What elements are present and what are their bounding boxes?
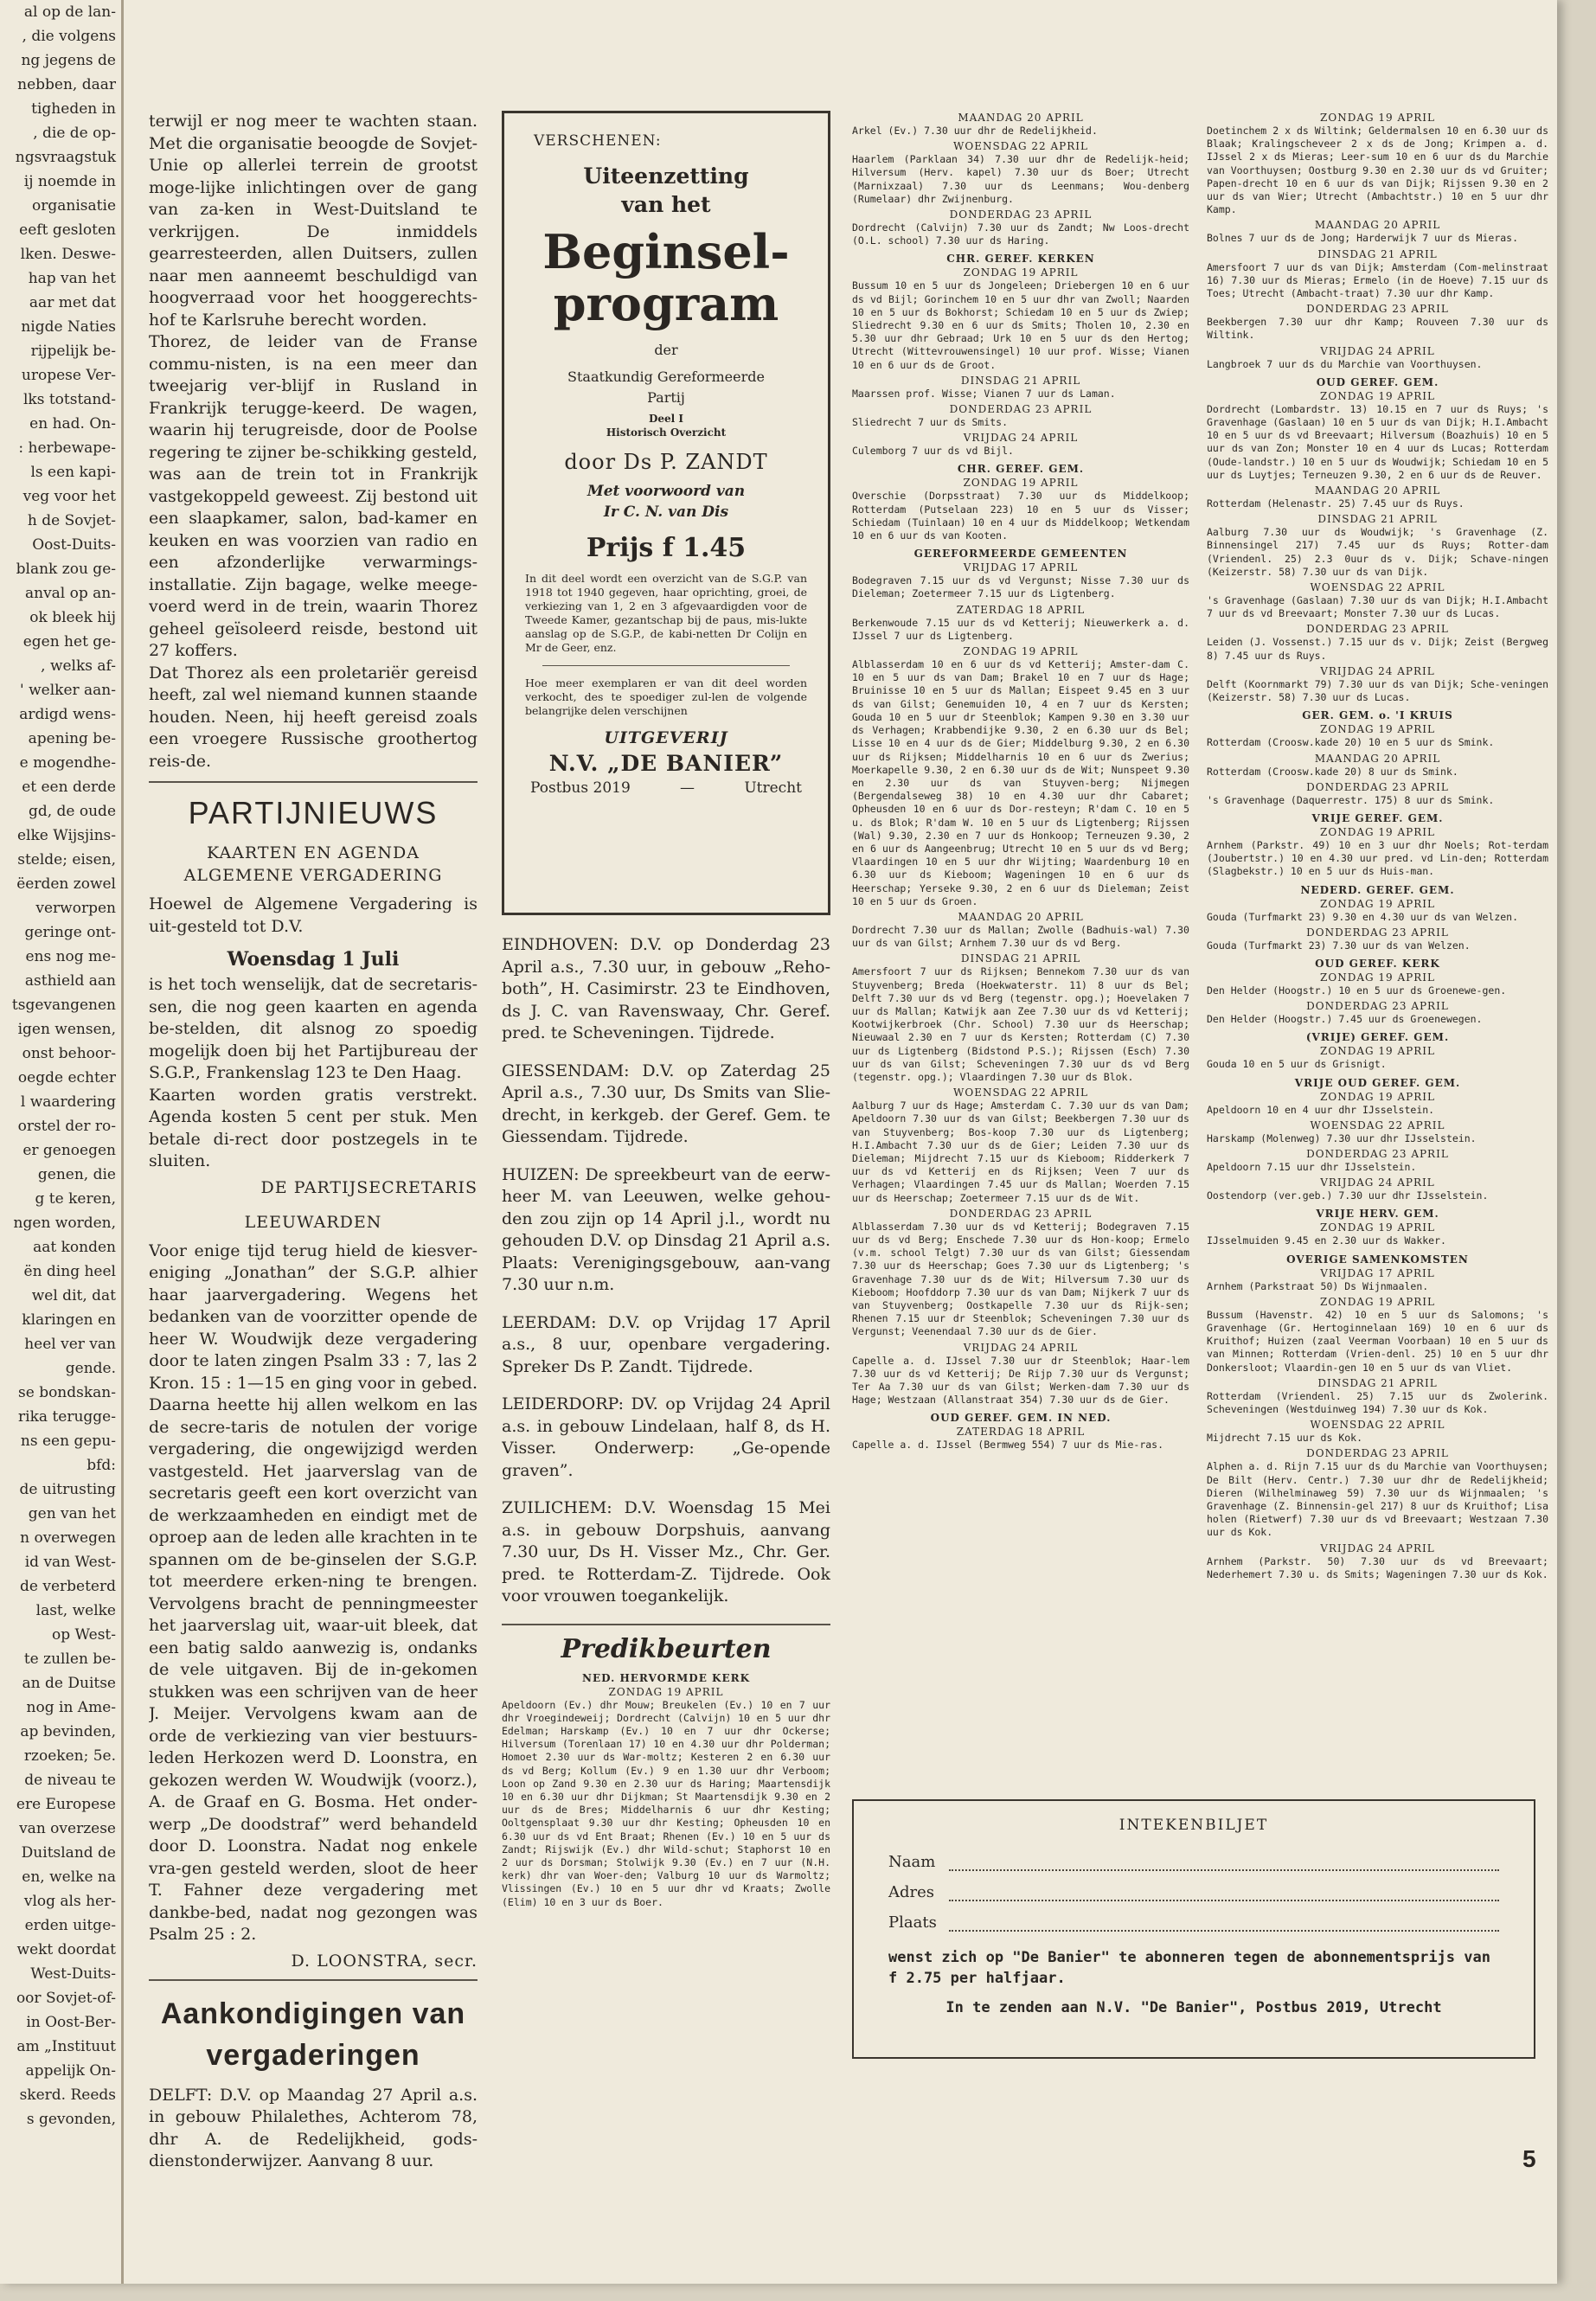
service-day: ZONDAG 19 APRIL	[1320, 1295, 1435, 1308]
spine-line: last, welke	[35, 1602, 116, 1619]
spine-line: et een derde	[22, 779, 116, 796]
spine-line: elke Wijsjins-	[17, 827, 116, 844]
thorez-paragraph-1: Thorez, de leider van de Franse commu-nisten, is na een meer dan tweejarig ver-blijf in Rusland in Frankrijk terugge-keerd. De wagen, waarin hij terugreisde, door de Poolse regering te zijner be-schikking gesteld, was aan de trein tot in Frankrijk vastgekoppeld geweest. Zij bestond uit een slaapkamer, salon, bad-kamer en keuken en was voorzien van radio en een afzonderlijke verwarmings-installatie. Zijn bagage, welke meege-voerd werd in de trein, waarin Thorez geheel geïsoleerd reisde, bestond uit 27 koffers.	[149, 332, 478, 660]
service-listing: Aalburg 7 uur ds Hage; Amsterdam C. 7.30 uur ds van Dam; Apeldoorn 7.30 uur ds van Gilst; Beekbergen 7.30 uur ds van Stuyvenberg; Bos-koop 7.30 uur ds Ligtenberg; H.I.Ambacht 7.30 uur ds de Gier; Leiden 7.30 uur ds Dieleman; Mijdrecht 7.15 uur ds Kieboom; Ridderkerk 7 uur ds vd Ketterij en ds Rijksen; Veen 7 uur ds Verhagen; Vlaardingen 7.45 uur ds Mallan; Woerden 7.15 uur ds Heerschap; Zoetermeer 7.15 uur ds de Wit.	[852, 1099, 1189, 1204]
church-heading: OUD GEREF. GEM.	[1316, 375, 1439, 388]
service-listing: Arnhem (Parkstr. 49) 10 en 3 uur dhr Noels; Rot-terdam (Joubertstr.) 10 en 4.30 uur pred. vd Lin-den; Rotterdam (Slagbekstr.) 10 en 5 uur ds Huis-man.	[1207, 838, 1548, 878]
spine-line: ap bevinden,	[20, 1723, 116, 1740]
service-listing: Dordrecht (Calvijn) 7.30 uur ds Zandt; Nw Loos-drecht (O.L. school) 7.30 uur ds Haring.	[852, 221, 1189, 247]
service-listing: Mijdrecht 7.15 uur ds Kok.	[1207, 1432, 1363, 1445]
service-day: DONDERDAG 23 APRIL	[1306, 926, 1449, 939]
spine-line: nebben, daar	[17, 76, 116, 93]
spine-line: igen wensen,	[17, 1021, 116, 1038]
service-day: ZONDAG 19 APRIL	[963, 645, 1079, 658]
ad-uitgeverij: UITGEVERIJ	[604, 728, 728, 747]
left-page-fragment	[0, 0, 124, 2284]
spine-line: , welks af-	[41, 657, 116, 675]
service-listing: Rotterdam (Vriendenl. 25) 7.15 uur ds Zwolerink. Scheveningen (Westduinweg 194) 7.30 uur ds Kok.	[1207, 1389, 1548, 1415]
spine-line: rijpelijk be-	[30, 343, 116, 360]
name-field-row[interactable]	[888, 1853, 1499, 1871]
ad-der: der	[654, 342, 678, 358]
service-listing: Alblasserdam 10 en 6 uur ds vd Ketterij; Amster-dam C. 10 en 5 uur ds van Dam; Brakel 10 en 7 uur ds Hage; Bruinisse 10 en 5 uur ds Mallan; Eispeet 9.45 en 3 uur ds van Gilst; Genemuiden 10, 4 en 7 uur ds Kersten; Gouda 10 en 5 uur dr Steenblok; Kampen 9.30 en 3.30 uur ds Verhagen; Krabbendijke 9.30, 2 en 6.30 uur ds Bel; Lisse 10 en 4 uur ds de Gier; Middelburg 9.30, 2 en 6.30 uur ds Rijksen; Middelharnis 10 en 6 uur ds Zwerius; Moerkapelle 9.30, 2 en 6.30 uur ds de Wit; Nunspeet 9.30 en 2.30 uur ds van Stuyven-berg; Nijmegen (Bergendalseweg 38) 10 en 4.30 uur dhr Cabaret; Opheusden 10 en 6 uur ds Dor-resteyn; R'dam C. 10 en 5 u. ds Blok; R'dam W. 10 en 5 uur ds Ligtenberg; Rijssen (Wal) 9.30, 2.30 en 7 uur ds Honkoop; Terneuzen 9.30, 2 en 6 uur ds Aangeenbrug; Utrecht 10 en 5 uur ds vd Berg; Vlaardingen 10 en 5 uur dhr Wijting; Waardenburg 10 en 6.30 uur ds Kieboom; Wageningen 10 en 6 uur ds Heerschap; Yerseke 9.30, 2 en 6 uur ds Dieleman; Zeist 10 en 5 uur ds Groen.	[852, 658, 1189, 907]
service-day: ZONDAG 19 APRIL	[1320, 825, 1435, 838]
spine-line: ngen worden,	[13, 1215, 116, 1232]
ad-title-line-1: Uiteenzetting	[583, 163, 749, 189]
service-listing: Gouda (Turfmarkt 23) 7.30 uur ds van Welzen.	[1207, 939, 1471, 952]
service-day: VRIJDAG 24 APRIL	[1320, 1176, 1435, 1189]
service-day: ZONDAG 19 APRIL	[1320, 1090, 1435, 1103]
service-listing: Gouda (Turfmarkt 23) 9.30 en 4.30 uur ds van Welzen.	[1207, 910, 1519, 923]
spine-line: hap van het	[28, 270, 116, 287]
leeuwarden-heading: LEEUWARDEN	[244, 1212, 382, 1232]
church-heading: NEDERD. GEREF. GEM.	[1300, 883, 1455, 896]
service-listing: Arnhem (Parkstr. 50) 7.30 uur ds vd Breevaart; Nederhemert 7.30 u. ds Smits; Wageningen 7.30 uur ds Kok.	[1207, 1554, 1548, 1580]
service-listing: Bolnes 7 uur ds de Jong; Harderwijk 7 uur ds Mieras.	[1207, 232, 1519, 245]
spine-line: rika terugge-	[18, 1408, 116, 1426]
service-day: ZONDAG 19 APRIL	[1320, 1221, 1435, 1234]
spine-line: oegde echter	[17, 1069, 116, 1086]
ad-dash: —	[680, 779, 695, 797]
spine-line: onst behoor-	[22, 1045, 116, 1062]
service-day: WOENSDAG 22 APRIL	[1310, 581, 1445, 594]
ad-title-line-2: van het	[621, 192, 711, 217]
spine-line: ngsvraagstuk	[15, 149, 116, 166]
spine-line: asthield aan	[24, 972, 116, 990]
service-listing: Overschie (Dorpsstraat) 7.30 uur ds Middelkoop; Rotterdam (Putselaan 223) 10 en 5 uur ds Visser; Schiedam (Tuinlaan) 10 en 4 uur ds Middelkoop; Wetkendam 10 en 6 uur ds van Kooten.	[852, 490, 1189, 542]
ad-description: In dit deel wordt een overzicht van de S.G.P. van 1918 tot 1940 gegeven, haar oprichting, groei, de verkiezing van 1, 2 en 3 afgevaardigden voor de Tweede Kamer, gezantschap bij de paus, mis-lukte aanslag op de S.G.P., de kabi-netten Dr Colijn en Mr de Geer, enz.	[525, 572, 807, 654]
meeting-notice: HUIZEN: De spreekbeurt van de eerw-heer M. van Leeuwen, welke gehou-den zou zijn op 14 April j.l., wordt nu gehouden D.V. op Dinsdag 21 April a.s. Plaats: Verenigingsgebouw, aan-vang 7.30 uur n.m.	[502, 1164, 830, 1294]
spine-line: ok bleek hij	[29, 609, 116, 626]
continuation-paragraph: terwijl er nog meer te wachten staan. Met die organisatie beoogde de Sovjet-Unie op allerlei terrein de grootst moge-lijke inlichtingen over de gang van za-ken in West-Duitsland te verkrijgen. De inmiddels gearresteerden, allen Duitsers, zullen naar men aanneemt beschuldigd van hoogverraad voor het hooggerechts-hof te Karlsruhe berecht worden.	[149, 112, 478, 330]
service-listing: IJsselmuiden 9.45 en 2.30 uur ds Wakker.	[1207, 1234, 1446, 1247]
spine-line: tsgevangenen	[11, 997, 116, 1014]
meeting-notice: GIESSENDAM: D.V. op Zaterdag 25 April a.s., 7.30 uur, Ds Smits van Slie-drecht, in kerkgeb. der Geref. Gem. te Giessendam. Tijdrede.	[502, 1061, 830, 1146]
service-listing: Oostendorp (ver.geb.) 7.30 uur dhr IJsselstein.	[1207, 1189, 1489, 1202]
service-day: DONDERDAG 23 APRIL	[1306, 1447, 1449, 1460]
service-listing: Capelle a. d. IJssel 7.30 uur dr Steenblok; Haar-lem 7.30 uur ds vd Ketterij; De Rijp 7.30 uur ds Vergunst; Ter Aa 7.30 uur ds van Gilst; Werken-dam 7.30 uur ds Hage; Westzaan (Allanstraat 354) 7.30 uur ds de Gier.	[852, 1354, 1189, 1407]
address-field-row[interactable]	[888, 1883, 1499, 1901]
spine-line: gende.	[65, 1360, 116, 1377]
city-label: Plaats	[888, 1913, 937, 1932]
service-listing: Apeldoorn 7.15 uur dhr IJsselstein.	[1207, 1160, 1417, 1173]
thorez-paragraph-2: Dat Thorez als een proletariër gereisd heeft, zal wel niemand kunnen staande houden. Neen, hij heeft gereisd zoals een vroegere Russische groothertog reis-de.	[149, 663, 478, 771]
service-day: ZONDAG 19 APRIL	[1320, 723, 1435, 736]
spine-line: an de Duitse	[22, 1675, 116, 1692]
spine-line: geringe ont-	[24, 924, 116, 941]
meeting-notices	[502, 934, 830, 1608]
spine-line: oor Sovjet-of-	[16, 1990, 116, 2007]
service-day: MAANDAG 20 APRIL	[958, 910, 1084, 923]
service-day: MAANDAG 20 APRIL	[1314, 752, 1441, 765]
spine-line: van overzese	[19, 1820, 116, 1837]
column-2	[502, 111, 830, 1911]
spine-line: te zullen be-	[23, 1650, 116, 1668]
service-day: ZATERDAG 18 APRIL	[956, 1426, 1086, 1439]
spine-line: aar met dat	[29, 294, 116, 311]
partijnieuws-heading: PARTIJNIEUWS	[188, 795, 439, 830]
ad-publisher-name: N.V. „DE BANIER”	[548, 751, 784, 776]
spine-line: tigheden in	[31, 100, 116, 118]
spine-line: ardigd wens-	[19, 706, 116, 723]
spine-line: gen van het	[28, 1505, 116, 1522]
spine-line: uropese Ver-	[21, 367, 116, 384]
spine-line: bfd:	[87, 1457, 116, 1474]
service-listing: Harskamp (Molenweg) 7.30 uur dhr IJsselstein.	[1207, 1131, 1477, 1144]
church-heading: (VRIJE) GEREF. GEM.	[1305, 1031, 1450, 1044]
church-heading: CHR. GEREF. KERKEN	[946, 253, 1095, 266]
spine-line: skerd. Reeds	[19, 2086, 116, 2104]
church-heading: VRIJE HERV. GEM.	[1316, 1208, 1439, 1221]
service-day: MAANDAG 20 APRIL	[1314, 484, 1441, 497]
church-heading: OVERIGE SAMENKOMSTEN	[1286, 1253, 1469, 1266]
service-day: ZONDAG 19 APRIL	[1320, 1045, 1435, 1058]
spine-line: de verbeterd	[20, 1578, 116, 1595]
service-listing: Den Helder (Hoogstr.) 10 en 5 uur ds Groenewe-gen.	[1207, 984, 1507, 997]
service-listing: 's Gravenhage (Gaslaan) 7.30 uur ds van Dijk; H.I.Ambacht 7 uur ds vd Breevaart; Monster 7.30 uur ds Lucas.	[1207, 594, 1548, 620]
page-number: 5	[1522, 2145, 1536, 2172]
column-1	[149, 111, 478, 2189]
service-listing: 's Gravenhage (Daquerrestr. 175) 8 uur ds Smink.	[1207, 793, 1495, 806]
service-listing: Capelle a. d. IJssel (Bermweg 554) 7 uur ds Mie-ras.	[852, 1439, 1164, 1452]
spine-line: aat konden	[33, 1239, 116, 1256]
service-day: VRIJDAG 17 APRIL	[1320, 1266, 1435, 1279]
spine-line: e mogendhe-	[19, 754, 116, 772]
kaarten-date: Woensdag 1 Juli	[227, 948, 400, 971]
spine-line: rzoeken; 5e.	[23, 1747, 116, 1765]
spine-line: stelde; eisen,	[17, 851, 116, 868]
service-day: DONDERDAG 23 APRIL	[949, 1207, 1093, 1220]
meeting-notice: ZUILICHEM: D.V. Woensdag 15 Mei a.s. in gebouw Dorpshuis, aanvang 7.30 uur, Ds H. Visser Mz., Chr. Ger. pred. te Rotterdam-Z. Tijdrede. Ook voor vrouwen toegankelijk.	[502, 1498, 830, 1606]
divider	[149, 781, 478, 783]
service-day: DONDERDAG 23 APRIL	[1306, 623, 1449, 636]
spine-line: ën ding heel	[23, 1263, 116, 1280]
service-day: VRIJDAG 24 APRIL	[1320, 1541, 1435, 1554]
book-advertisement	[502, 111, 830, 915]
delft-notice: DELFT: D.V. op Maandag 27 April a.s. in gebouw Philalethes, Achterom 78, dhr A. de Redelijkheid, gods-dienstonderwijzer. Aanvang 8 uur.	[149, 2085, 478, 2170]
predikbeurten-heading: Predikbeurten	[561, 1633, 772, 1664]
spine-line: de uitrusting	[19, 1481, 116, 1498]
church-heading: CHR. GEREF. GEM.	[957, 463, 1085, 476]
church-heading: VRIJE OUD GEREF. GEM.	[1294, 1076, 1461, 1089]
leeuwarden-signature: D. LOONSTRA, secr.	[291, 1951, 478, 1971]
ad-price: Prijs f 1.45	[586, 533, 747, 563]
church-heading: NED. HERVORMDE KERK	[582, 1671, 750, 1684]
spine-line: appelijk On-	[25, 2062, 116, 2080]
spine-line: apening be-	[28, 730, 116, 747]
spine-line: am „Instituut	[16, 2038, 116, 2055]
service-listing: Bodegraven 7.15 uur ds vd Vergunst; Nisse 7.30 uur ds Dieleman; Zoetermeer 7.15 uur ds Ligtenberg.	[852, 574, 1189, 600]
ad-title-beginsel: Beginsel-	[542, 224, 790, 279]
spine-line: ng jegens de	[21, 52, 116, 69]
service-day: DONDERDAG 23 APRIL	[949, 208, 1093, 221]
spine-line: ij noemde in	[23, 173, 116, 190]
spine-line: nog in Ame-	[26, 1699, 116, 1716]
spine-line: blank zou ge-	[16, 561, 116, 578]
service-listing: Arkel (Ev.) 7.30 uur dhr de Redelijkheid.	[852, 125, 1098, 137]
service-day: VRIJDAG 24 APRIL	[1320, 664, 1435, 677]
service-listing: Sliedrecht 7 uur ds Smits.	[852, 416, 1009, 429]
church-heading: VRIJE GEREF. GEM.	[1311, 811, 1444, 824]
ad-foreword-line-1: Met voorwoord van	[586, 483, 746, 500]
service-listing: Dordrecht (Lombardstr. 13) 10.15 en 7 uur ds Ruys; 's Gravenhage (Gaslaan) 10 en 5 uur ds van Dijk; H.I.Ambacht 10 en 5 uur ds vd Breevaart; Hilversum (Boazhuis) 10 en 5 uur ds van Zon; Monster 10 en 4 uur ds Lucas; Rotterdam (Oude-landstr.) 10 en 5 uur ds Woudwijk; Schiedam 10 en 5 uur ds Luytjes; Terneuzen 9.30, 2 en 6 uur ds de Reuver.	[1207, 402, 1548, 481]
form-title: INTEKENBILJET	[1118, 1817, 1269, 1834]
spine-line: ' welker aan-	[20, 682, 116, 699]
spine-line: en, welke na	[22, 1868, 116, 1886]
service-day: WOENSDAG 22 APRIL	[953, 140, 1088, 153]
service-listing: Rotterdam (Croosw.kade 20) 8 uur ds Smink.	[1207, 765, 1458, 778]
service-day: DONDERDAG 23 APRIL	[1306, 1000, 1449, 1013]
spine-line: veg voor het	[22, 488, 116, 505]
spine-line: de niveau te	[24, 1772, 116, 1789]
service-listing: Bussum (Havenstr. 42) 10 en 5 uur ds Salomons; 's Gravenhage (Gr. Hertoginnelaan 169) 10 en 6 uur ds Kruithof; Huizen (zaal Veerman Voorbaan) 10 en 5 uur ds van Minnen; Rotterdam (Vrien-denl. 25) 10 en 5 uur dhr Donkersloot; Vlaardin-gen 10 en 5 uur ds van Vliet.	[1207, 1308, 1548, 1374]
spine-line: egen het ge-	[22, 633, 116, 651]
city-field-row[interactable]	[888, 1913, 1499, 1932]
spine-line: genen, die	[37, 1166, 116, 1183]
form-subscription-text: wenst zich op "De Banier" te abonneren tegen de abonnementsprijs van f 2.75 per halfjaar.	[888, 1949, 1490, 1987]
spine-line: se bondskan-	[18, 1384, 116, 1401]
spine-line: klaringen en	[22, 1311, 116, 1329]
service-listing: Langbroek 7 uur ds du Marchie van Voorthuysen.	[1207, 357, 1483, 370]
leeuwarden-paragraph: Voor enige tijd terug hield de kiesver-eniging „Jonathan” der S.G.P. alhier haar jaarvergadering. Wegens het bedanken van de voorzitter opende de heer W. Woudwijk deze vergadering door te laten zingen Psalm 33 : 7, las 2 Kron. 15 : 1—15 en ging voor in gebed. Daarna heette hij allen welkom en las de secre-taris de notulen der vorige vergadering, die ongewijzigd werden vastgesteld. Het jaarverslag van de secretaris geeft een kort overzicht van de werkzaamheden en eindigt met de oproep aan de leden alle krachten in te spannen om de be-ginselen der S.G.P. tot meerdere erken-ning te brengen. Vervolgens bracht de penningmeester het jaarverslag uit, waar-uit bleek, dat een batig saldo aanwezig is, ondanks de vele uitgaven. Bij de in-gekomen stukken was een schrijven van de heer J. Meijer. Vervolgens kwam aan de orde de verkiezing van vier bestuurs-leden Herkozen werd D. Loonstra, en gekozen werden W. Woudwijk (voorz.), A. de Graaf en G. Bosma. Het onder-werp „De doodstraf” werd behandeld door D. Loonstra. Nadat nog enkele vra-gen gesteld werden, sloot de heer T. Fahner deze vergadering met dankbe-bed, nadat nog gezongen was Psalm 25 : 2.	[149, 1240, 478, 1944]
spine-line: verworpen	[35, 900, 116, 917]
ad-author: door Ds P. ZANDT	[564, 450, 768, 474]
ad-address	[530, 779, 802, 797]
service-day: DINSDAG 21 APRIL	[1317, 1376, 1438, 1389]
service-listing: Delft (Koornmarkt 79) 7.30 uur ds van Dijk; Sche-veningen (Keizerstr. 58) 7.30 uur ds Lucas.	[1207, 677, 1548, 704]
spine-line: op West-	[52, 1626, 116, 1644]
meeting-notice: EINDHOVEN: D.V. op Donderdag 23 April a.s., 7.30 uur, in gebouw „Reho-both”, H. Casimirstr. 23 te Eindhoven, ds J. C. van Ravenswaay, Chr. Geref. pred. te Scheveningen. Tijdrede.	[502, 935, 830, 1042]
service-day: DONDERDAG 23 APRIL	[1306, 1147, 1449, 1160]
service-listing: Culemborg 7 uur ds vd Bijl.	[852, 445, 1014, 458]
service-day: DINSDAG 21 APRIL	[960, 374, 1081, 387]
spine-line: ens nog me-	[25, 948, 116, 965]
kaarten-paragraph-3: Kaarten worden gratis verstrekt. Agenda kosten 5 cent per stuk. Men betale di-rect door postzegels in te sluiten.	[149, 1085, 478, 1170]
spine-line: gd, de oude	[28, 803, 116, 820]
spine-line: eeft gesloten	[19, 221, 116, 239]
service-day: MAANDAG 20 APRIL	[958, 112, 1084, 124]
service-listing: Beekbergen 7.30 uur dhr Kamp; Rouveen 7.30 uur ds Wiltink.	[1207, 316, 1548, 342]
service-day: ZATERDAG 18 APRIL	[956, 603, 1086, 616]
service-day: WOENSDAG 22 APRIL	[953, 1086, 1088, 1099]
service-day: VRIJDAG 24 APRIL	[963, 1341, 1079, 1354]
column-3	[852, 111, 1189, 1454]
service-listing: Doetinchem 2 x ds Wiltink; Geldermalsen 10 en 6.30 uur ds Blaak; Kralingscheveer 2 x ds de Jong; Krimpen a. d. IJssel 2 x ds Mieras; Leer-sum 10 en 6 uur ds du Marchie van Voorthuysen; Oostburg 9.30 en 2.30 uur ds vd Gruiter; Papen-drecht 10 en 6 uur ds van Dijk; Rijssen 9.30 en 2 uur ds van Wier; Utrecht (Ambachtstr.) 10 en 5 uur dhr Kamp.	[1207, 125, 1548, 216]
name-line[interactable]	[949, 1854, 1499, 1871]
service-listing: Maarssen prof. Wisse; Vianen 7 uur ds Laman.	[852, 387, 1116, 400]
service-day: ZONDAG 19 APRIL	[1320, 112, 1435, 124]
ad-party-line-1: Staatkundig Gereformeerde	[567, 369, 765, 385]
service-day: DINSDAG 21 APRIL	[960, 952, 1081, 965]
name-label: Naam	[888, 1853, 936, 1871]
church-heading: GER. GEM. o. 'I KRUIS	[1302, 709, 1453, 722]
service-listing: Berkenwoude 7.15 uur ds vd Ketterij; Nieuwerkerk a. d. IJssel 7 uur ds Ligtenberg.	[852, 616, 1189, 642]
service-day: DONDERDAG 23 APRIL	[1306, 780, 1449, 793]
spine-line: : herbewape-	[18, 439, 116, 457]
spine-line: s gevonden,	[26, 2111, 116, 2128]
spine-line: l waardering	[20, 1093, 116, 1111]
service-listing: Amersfoort 7 uur ds Rijksen; Bennekom 7.30 uur ds van Stuyvenberg; Breda (Hoekwaterstr. 11) 8 uur ds Bel; Delft 7.30 uur ds vd Berg (tegenstr. opg.); Hoevelaken 7 uur ds Mallan; Katwijk aan Zee 7.30 uur ds vd Ketterij; Kootwijkerbroek (Chr. School) 7.30 uur ds Heerschap; Nieuwaal 2.30 en 7 uur ds Kersten; Rotterdam (C) 7.30 uur ds Ligtenberg (Bidstond P.S.); Rijssen (Esch) 7.30 uur ds van Gilst; Scheveningen 7.30 uur ds vd Berg (tegenstr. opg.); Vlaardingen 7.30 uur ds Blok.	[852, 965, 1189, 1083]
service-day: ZONDAG 19 APRIL	[608, 1685, 724, 1698]
spine-line: anval op an-	[24, 585, 116, 602]
address-label: Adres	[888, 1883, 935, 1901]
spine-line: al op de lan-	[23, 3, 116, 21]
service-listing: Rotterdam (Croosw.kade 20) 10 en 5 uur ds Smink.	[1207, 736, 1495, 749]
service-day: DONDERDAG 23 APRIL	[1306, 303, 1449, 316]
service-day: MAANDAG 20 APRIL	[1314, 219, 1441, 232]
spine-line: , die volgens	[22, 28, 116, 45]
spine-line: West-Duits-	[30, 1965, 116, 1983]
service-listing: Rotterdam (Helenastr. 25) 7.45 uur ds Ruys.	[1207, 497, 1465, 510]
kaarten-signature: DE PARTIJSECRETARIS	[260, 1177, 478, 1197]
service-listing: Haarlem (Parklaan 34) 7.30 uur dhr de Redelijk-heid; Hilversum (Herv. kapel) 7.30 uur ds Boer; Utrecht (Marnixzaal) 7.30 uur ds Leenmans; Wou-denberg (Rumelaar) dhr Zwijnenburg.	[852, 153, 1189, 205]
service-listing: Alblasserdam 7.30 uur ds vd Ketterij; Bodegraven 7.15 uur ds vd Berg; Enschede 7.30 uur ds Hon-koop; Ermelo (v.m. school Telgt) 7.30 uur ds van Gilst; Giessendam 7.30 uur ds Heerschap; Goes 7.30 uur ds Ligtenberg; 's Gravenhage 7.30 uur ds de Wit; Hilversum 7.30 uur ds Kieboom; Hoofddorp 7.30 uur ds van Dam; Nijkerk 7 uur ds van Stuyvenberg; Oostkapelle 7.30 uur ds Rijk-sen; Rhenen 7.15 uur dr Steenblok; Scheveningen 7.30 uur ds Vergunst; Veenendaal 7.30 uur ds de Gier.	[852, 1220, 1189, 1338]
spine-line: lks totstand-	[22, 391, 116, 408]
city-line[interactable]	[949, 1914, 1499, 1932]
service-day: VRIJDAG 24 APRIL	[1320, 344, 1435, 357]
service-listing: Alphen a. d. Rijn 7.15 uur ds du Marchie van Voorthuysen; De Bilt (Herv. Centr.) 7.30 uur dhr de Redelijkheid; Dieren (Wilhelminaweg 59) 7.30 uur ds Wijnmaalen; 's Gravenhage (Z. Binnensin-gel 217) 8 uur ds Kruithof; Lisa holen (Rietwerf) 7.30 uur ds vd Breevaart; Westzaan 7.30 uur ds Kok.	[1207, 1460, 1548, 1539]
service-listing: Arnhem (Parkstraat 50) Ds Wijnmaalen.	[1207, 1279, 1429, 1292]
service-day: VRIJDAG 17 APRIL	[963, 561, 1079, 574]
meeting-notice: LEIDERDORP: DV. op Vrijdag 24 April a.s. in gebouw Lindelaan, half 8, ds H. Visser. Onderwerp: „Ge-opende graven”.	[502, 1394, 830, 1480]
service-day: ZONDAG 19 APRIL	[963, 477, 1079, 490]
service-day: ZONDAG 19 APRIL	[1320, 897, 1435, 910]
service-listing: Den Helder (Hoogstr.) 7.45 uur ds Groenewegen.	[1207, 1013, 1483, 1026]
spine-line: lken. Deswe-	[20, 246, 116, 263]
service-listing: Gouda 10 en 5 uur ds Grisnigt.	[1207, 1058, 1387, 1071]
spine-line: n overwegen	[20, 1529, 116, 1547]
spine-line: ere Europese	[16, 1796, 116, 1813]
spine-line: ls een kapi-	[30, 464, 116, 481]
spine-line: en had. On-	[29, 415, 116, 433]
divider	[149, 1979, 478, 1981]
spine-line: ëerden zowel	[16, 875, 116, 893]
service-day: DINSDAG 21 APRIL	[1317, 247, 1438, 260]
spine-line: er genoegen	[22, 1142, 116, 1159]
service-day: ZONDAG 19 APRIL	[1320, 971, 1435, 984]
spine-line: organisatie	[32, 197, 116, 215]
spine-line: ns een gepu-	[20, 1433, 116, 1450]
kaarten-paragraph-1: Hoewel de Algemene Vergadering is uit-gesteld tot D.V.	[149, 894, 478, 936]
address-line[interactable]	[949, 1884, 1499, 1901]
ad-city: Utrecht	[744, 779, 802, 797]
ad-postbus: Postbus 2019	[530, 779, 631, 797]
ad-divider	[542, 665, 790, 666]
service-day: ZONDAG 19 APRIL	[1320, 389, 1435, 402]
form-send-address: In te zenden aan N.V. "De Banier", Postbus 2019, Utrecht	[945, 1999, 1442, 2016]
divider	[502, 1624, 830, 1625]
ad-title-program: program	[553, 276, 779, 331]
ad-verschenen: VERSCHENEN:	[534, 132, 662, 150]
church-heading: GEREFORMEERDE GEMEENTEN	[913, 548, 1128, 561]
spine-line: erden uitge-	[24, 1917, 116, 1934]
kaarten-paragraph-2: is het toch wenselijk, dat de secretaris-sen, die nog geen kaarten en agenda be-stelden, dit alsnog zo spoedig mogelijk doen bij het Partijbureau der S.G.P., Frankenslag 123 te Den Haag.	[149, 975, 478, 1082]
service-listing: Apeldoorn 10 en 4 uur dhr IJsselstein.	[1207, 1103, 1435, 1116]
spine-line: Duitsland de	[21, 1844, 116, 1862]
spine-line: Oost-Duits-	[32, 536, 116, 554]
church-heading: OUD GEREF. KERK	[1315, 957, 1440, 970]
spine-line: g te keren,	[35, 1190, 116, 1208]
spine-line: nigde Naties	[21, 318, 116, 336]
service-day: VRIJDAG 24 APRIL	[963, 432, 1079, 445]
service-listing: Dordrecht 7.30 uur ds Mallan; Zwolle (Badhuis-wal) 7.30 uur ds van Gilst; Arnhem 7.30 uur ds vd Berg.	[852, 923, 1189, 950]
service-listing: Aalburg 7.30 uur ds Woudwijk; 's Gravenhage (Z. Binnensingel 217) 7.45 uur ds Ruys; Rotter-dam (Vriendenl. 25) 2.3 0uur ds v. Dijk; Schave-ningen (Keizerstr. 58) 7.30 uur ds van Dijk.	[1207, 526, 1548, 578]
service-day: DINSDAG 21 APRIL	[1317, 513, 1438, 526]
church-heading: OUD GEREF. GEM. IN NED.	[930, 1412, 1112, 1425]
service-listing: Bussum 10 en 5 uur ds Jongeleen; Driebergen 10 en 6 uur ds vd Bijl; Gorinchem 10 en 5 uur dhr van Zwoll; Naarden 10 en 5 uur ds Bokhorst; Schiedam 10 en 5 uur ds Zwiep; Sliedrecht 9.30 en 6 uur ds Smits; Tholen 10, 2.30 en 5.30 uur dhr Gebraad; Urk 10 en 5 uur ds den Hertog; Utrecht (Wittevrouwensingel) 10 uur prof. Wisse; Vianen 10 en 6 uur ds de Groot.	[852, 279, 1189, 371]
service-listing: Apeldoorn (Ev.) dhr Mouw; Breukelen (Ev.) 10 en 7 uur dhr Vroegindeweij; Dordrecht (Calvijn) 10 en 5 uur dhr Edelman; Harskamp (Ev.) 10 en 7 uur dhr Ockerse; Hilversum (Torenlaan 17) 10 en 4.30 uur dhr Polderman; Homoet 2.30 uur ds War-moltz; Kesteren 2 en 6.30 uur ds vd Berg; Kollum (Ev.) 9 en 1.30 uur dhr Verboom; Loon op Zand 9.30 en 2.30 uur ds Haring; Maartensdijk 10 en 6.30 uur dhr Dijkman; St Maartensdijk 9.30 en 2 uur ds de Bres; Middelharnis 6 uur dhr Kesting; Ooltgensplaat 9.30 uur dhr Kesting; Opheusden 10 en 6.30 uur ds vd Ent Braat; Rhenen (Ev.) 10 en 5 uur ds Zandt; Rijswijk (Ev.) dhr Wild-schut; Staphorst 10 en 2 uur ds Dorsman; Stolwijk 9.30 (Ev.) en 7 uur (N.H. kerk) dhr van Woer-den; Valburg 10 uur ds Warmoltz; Vlissingen (Ev.) 10 en 5 uur dhr vd Kraats; Zwolle (Elim) 10 en 3 uur ds Boer.	[502, 1698, 830, 1908]
spine-line: wel dit, dat	[31, 1287, 116, 1304]
ad-historisch: Historisch Overzicht	[606, 426, 727, 439]
meeting-notice: LEERDAM: D.V. op Vrijdag 17 April a.s., 8 uur, openbare vergadering. Spreker Ds P. Zandt. Tijdrede.	[502, 1312, 830, 1376]
ad-party-line-2: Partij	[647, 389, 685, 406]
ad-description-2: Hoe meer exemplaren er van dit deel worden verkocht, des te spoediger zul-len de volgende belangrijke delen verschijnen	[525, 676, 807, 717]
spine-line: , die de op-	[33, 125, 116, 142]
service-listing: Leiden (J. Vossenst.) 7.15 uur ds v. Dijk; Zeist (Bergweg 8) 7.45 uur ds Ruys.	[1207, 636, 1548, 662]
service-day: DONDERDAG 23 APRIL	[949, 403, 1093, 416]
service-listing: Amersfoort 7 uur ds van Dijk; Amsterdam (Com-melinstraat 16) 7.30 uur ds Mieras; Ermelo (in de Hoeve) 7.15 uur ds Toes; Utrecht (Ambacht-traat) 7.30 uur dhr Kamp.	[1207, 260, 1548, 300]
ad-deel: Deel I	[648, 413, 684, 425]
spine-line: orstel der ro-	[17, 1118, 116, 1135]
spine-line: vlog als her-	[23, 1893, 116, 1910]
spine-line: in Oost-Ber-	[26, 2014, 116, 2031]
service-day: ZONDAG 19 APRIL	[963, 266, 1079, 279]
service-day: WOENSDAG 22 APRIL	[1310, 1419, 1445, 1432]
subscription-form	[852, 1799, 1535, 2059]
spine-line: id van West-	[24, 1554, 116, 1571]
spine-line: heel ver van	[24, 1336, 116, 1353]
spine-line: wekt doordat	[16, 1941, 116, 1958]
spine-line: h de Sovjet-	[27, 512, 116, 529]
aankondigingen-heading: Aankondigingen van vergaderingen	[160, 1997, 466, 2072]
kaarten-heading: KAARTEN EN AGENDA ALGEMENE VERGADERING	[183, 843, 443, 885]
service-day: WOENSDAG 22 APRIL	[1310, 1118, 1445, 1131]
ad-foreword-line-2: Ir C. N. van Dis	[603, 503, 729, 521]
column-4	[1207, 111, 1548, 1583]
